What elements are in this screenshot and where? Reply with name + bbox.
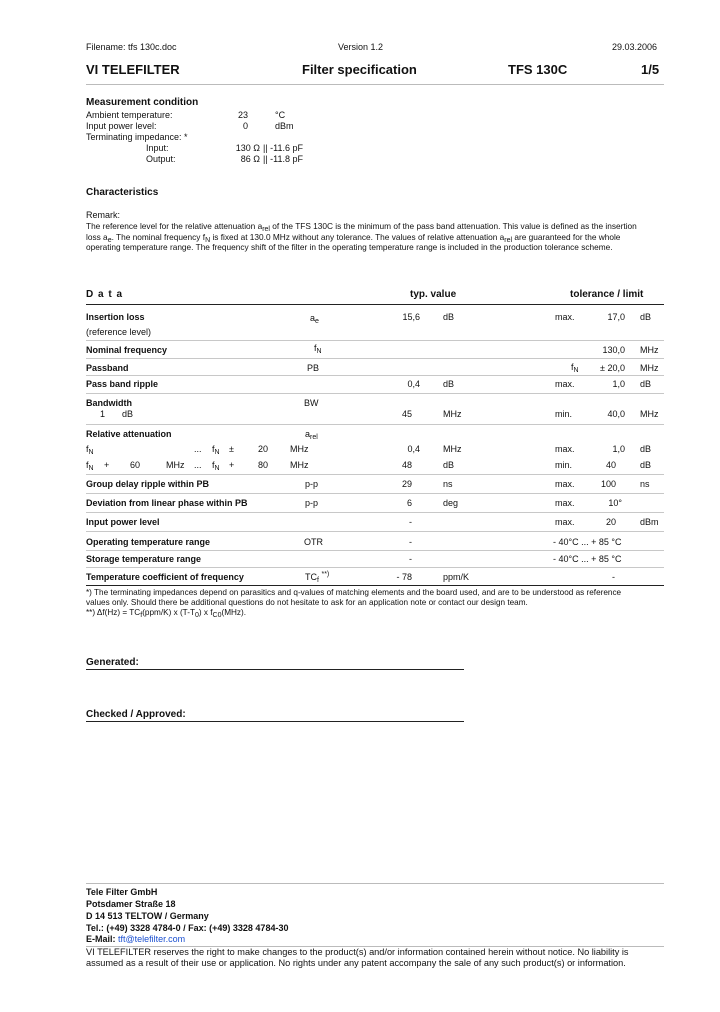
row-label: Bandwidth <box>86 398 132 408</box>
ambient-value: 23 <box>237 110 248 120</box>
row-limit: 1,0 <box>612 379 625 389</box>
row-sublabel: (reference level) <box>86 327 152 337</box>
col-data-header: D a t a <box>86 289 124 300</box>
table-header-divider <box>86 304 664 305</box>
row-unit: MHz <box>443 444 462 454</box>
row-typ: 0,4 <box>407 444 420 454</box>
row-divider <box>86 424 664 425</box>
row-typ: 0,4 <box>407 379 420 389</box>
row-limit-unit: dB <box>640 312 652 322</box>
filename-label: Filename: tfs 130c.doc <box>86 42 177 52</box>
row-symbol: $a_e$ <box>310 313 319 325</box>
input-impedance: 130 Ω <box>235 143 260 153</box>
footer-street: Potsdamer Straße 18 <box>86 899 176 909</box>
remark-label: Remark: <box>86 210 121 220</box>
input-label: Input: <box>146 143 169 153</box>
freq-start: $f_N$ <box>86 444 94 456</box>
row-typ: - 78 <box>396 572 412 582</box>
freq-dots: ... <box>194 460 202 470</box>
row-limit: 1,0 <box>612 444 625 454</box>
row-divider <box>86 550 664 551</box>
remark-line-1: The reference level for the relative attenuation $a_{rel}$ of the TFS 130C is the minimum of the pass band attenuation. This value is defined as the insertion <box>86 221 637 233</box>
remark-line-2: loss $a_e$. The nominal frequency $f_N$ is fixed at 130.0 MHz without any tolerance. The values of relative attenuation $a_{rel}$ are guaranteed for the whole <box>86 232 621 244</box>
disclaimer-line-2: assumed as a result of their use or application. No rights under any patent accompany the sale of any such product(s) or information. <box>86 958 626 968</box>
row-divider <box>86 493 664 494</box>
power-unit: dBm <box>275 121 294 131</box>
freq-start-offset: 60 <box>130 460 141 470</box>
row-label: Storage temperature range <box>86 554 202 564</box>
row-limit-kind: min. <box>555 409 573 419</box>
freq-start-unit: MHz <box>166 460 185 470</box>
row-limit-unit: ns <box>640 479 650 489</box>
footer-company: Tele Filter GmbH <box>86 887 158 897</box>
generated-signature-line <box>86 669 464 670</box>
row-symbol: $TC_f$ **) <box>305 571 330 584</box>
row-typ: 48 <box>401 460 412 470</box>
header-divider <box>86 84 664 85</box>
row-limit: 20 <box>605 517 616 527</box>
row-limit: 100 <box>600 479 616 489</box>
measurement-heading: Measurement condition <box>86 97 199 108</box>
row-limit: 10° <box>608 498 622 508</box>
freq-end: $f_N$ <box>212 444 220 456</box>
footer-divider <box>86 883 664 884</box>
freq-offset: 20 <box>257 444 268 454</box>
email-label: E-Mail: <box>86 934 119 944</box>
row-label: Nominal frequency <box>86 345 168 355</box>
output-label: Output: <box>146 154 176 164</box>
freq-unit: MHz <box>290 460 309 470</box>
row-limit-unit: dB <box>640 379 652 389</box>
note-1-line-1: *) The terminating impedances depend on parasitics and q-values of matching elements and the board used, and are to be understood as reference <box>86 588 622 597</box>
row-limit-kind: max. <box>555 479 575 489</box>
row-unit: dB <box>443 312 455 322</box>
row-label: Temperature coefficient of frequency <box>86 572 244 582</box>
row-limit-symbol: $f_N$ <box>571 362 579 374</box>
row-limit-kind: max. <box>555 444 575 454</box>
row-unit: dB <box>443 460 455 470</box>
note-2: **) $\Delta f(Hz) = TC_f(ppm/K)$ x $(T-T_0)$ x $f_{C0}(MHz)$. <box>86 608 247 619</box>
input-capacitance: || -11.6 pF <box>263 143 304 153</box>
freq-dots: ... <box>194 444 202 454</box>
approved-label: Checked / Approved: <box>86 709 186 720</box>
ambient-unit: °C <box>275 110 286 120</box>
row-unit: MHz <box>443 409 462 419</box>
row-limit-kind: max. <box>555 312 575 322</box>
row-limit-kind: max. <box>555 517 575 527</box>
freq-end: $f_N$ <box>212 460 220 472</box>
document-title: Filter specification <box>302 62 417 77</box>
row-limit-unit: dB <box>640 460 652 470</box>
date-label: 29.03.2006 <box>612 42 658 52</box>
row-label: Deviation from linear phase within PB <box>86 498 248 508</box>
company-logo <box>86 62 180 77</box>
freq-operator: + <box>229 460 235 470</box>
row-limit: 130,0 <box>602 345 625 355</box>
row-unit: ppm/K <box>443 572 470 582</box>
row-sublabel-unit: dB <box>122 409 134 419</box>
product-code: TFS 130C <box>508 62 568 77</box>
output-impedance: 86 Ω <box>240 154 260 164</box>
row-symbol: PB <box>307 363 320 373</box>
row-limit: - 40°C ... + 85 °C <box>553 554 622 564</box>
row-typ: 45 <box>401 409 412 419</box>
row-limit: - <box>612 572 615 582</box>
row-unit: deg <box>443 498 459 508</box>
row-symbol: $a_{rel}$ <box>305 429 318 441</box>
page-number: 1/5 <box>641 62 660 77</box>
row-typ: 6 <box>406 498 412 508</box>
footer-phone: Tel.: (+49) 3328 4784-0 / Fax: (+49) 3328 4784-30 <box>86 923 289 933</box>
ambient-label: Ambient temperature: <box>86 110 173 120</box>
note-1-line-2: values only. Should there be additional questions do not hesitate to ask for an application note or contact our design team. <box>86 598 528 607</box>
row-label: Operating temperature range <box>86 537 211 547</box>
row-label: Input power level <box>86 517 160 527</box>
row-label: Insertion loss <box>86 312 145 322</box>
col-tolerance-header: tolerance / limit <box>570 289 644 300</box>
row-limit-kind: max. <box>555 379 575 389</box>
row-limit-kind: max. <box>555 498 575 508</box>
table-bottom-divider <box>86 585 664 586</box>
row-label: Pass band ripple <box>86 379 159 389</box>
freq-offset: 80 <box>257 460 268 470</box>
col-typ-header: typ. value <box>410 289 457 300</box>
approved-signature-line <box>86 721 464 722</box>
row-divider <box>86 358 664 359</box>
row-limit: 40 <box>605 460 616 470</box>
row-unit: dB <box>443 379 455 389</box>
row-typ: - <box>409 554 412 564</box>
power-value: 0 <box>242 121 248 131</box>
footer-city: D 14 513 TELTOW / Germany <box>86 911 209 921</box>
row-limit: - 40°C ... + 85 °C <box>553 537 622 547</box>
version-label: Version 1.2 <box>338 42 384 52</box>
row-symbol: p-p <box>305 498 319 508</box>
row-limit-kind: min. <box>555 460 573 470</box>
freq-unit: MHz <box>290 444 309 454</box>
row-label: Group delay ripple within PB <box>86 479 210 489</box>
footer-email-row <box>86 934 185 944</box>
power-label: Input power level: <box>86 121 157 131</box>
row-limit: 17,0 <box>607 312 625 322</box>
row-unit: ns <box>443 479 453 489</box>
row-symbol: p-p <box>305 479 319 489</box>
row-limit-unit: MHz <box>640 409 659 419</box>
freq-start: $f_N$ <box>86 460 94 472</box>
row-limit: ± 20,0 <box>600 363 625 373</box>
row-divider <box>86 474 664 475</box>
row-limit: 40,0 <box>607 409 625 419</box>
row-label: Passband <box>86 363 129 373</box>
row-divider <box>86 375 664 376</box>
impedance-label: Terminating impedance: * <box>86 132 188 142</box>
row-limit-unit: MHz <box>640 345 659 355</box>
company-name: TELEFILTER <box>101 62 180 77</box>
row-typ: 15,6 <box>402 312 420 322</box>
row-divider <box>86 512 664 513</box>
characteristics-heading: Characteristics <box>86 187 159 198</box>
remark-line-3: operating temperature range. The frequency shift of the filter in the operating temperature range is included in the production tolerance scheme. <box>86 242 613 252</box>
freq-start-operator: + <box>104 460 110 470</box>
generated-label: Generated: <box>86 657 139 668</box>
row-symbol: BW <box>304 398 319 408</box>
row-sublabel-value: 1 <box>100 409 106 419</box>
email-link[interactable]: tft@telefilter.com <box>118 934 186 944</box>
row-typ: - <box>409 517 412 527</box>
row-typ: 29 <box>401 479 412 489</box>
disclaimer-line-1: VI TELEFILTER reserves the right to make changes to the product(s) and/or information contained herein without notice. No liability is <box>86 947 629 957</box>
row-limit-unit: MHz <box>640 363 659 373</box>
row-divider <box>86 531 664 532</box>
row-label: Relative attenuation <box>86 429 172 439</box>
output-capacitance: || -11.8 pF <box>263 154 304 164</box>
row-divider <box>86 340 664 341</box>
row-typ: - <box>409 537 412 547</box>
company-prefix: VI <box>86 62 99 77</box>
row-divider <box>86 567 664 568</box>
row-limit-unit: dBm <box>640 517 659 527</box>
freq-operator: ± <box>229 444 234 454</box>
row-symbol: $f_N$ <box>314 343 322 355</box>
row-symbol: OTR <box>304 537 323 547</box>
row-limit-unit: dB <box>640 444 652 454</box>
row-divider <box>86 393 664 394</box>
